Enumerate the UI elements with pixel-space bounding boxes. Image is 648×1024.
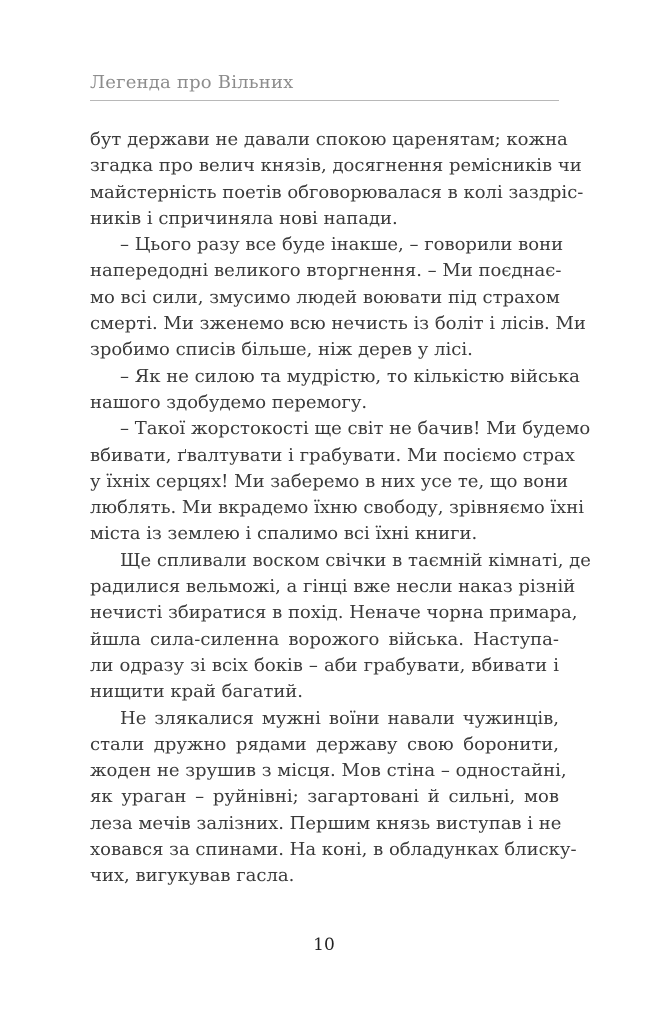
text-line: міста із землею і спалимо всі їхні книги.	[90, 523, 478, 545]
text-line: чих, вигукував гасла.	[90, 865, 295, 887]
text-line: Ще спливали воском свічки в таємній кімнаті, де	[120, 549, 591, 571]
text-line: радилися вельможі, а гінці вже несли наказ різній	[90, 576, 576, 598]
text-line: як ураган – руйнівні; загартовані й сильні, мов	[90, 786, 559, 808]
text-line: напередодні великого вторгнення. – Ми поєднає-	[90, 260, 562, 282]
text-line: ли одразу зі всіх боків – аби грабувати, вбивати і	[90, 654, 559, 676]
text-line: бут держави не давали спокою царенятам; кожна	[90, 129, 568, 150]
text-line: ховався за спинами. На коні, в обладунках блиску-	[90, 839, 577, 861]
text-line: – Цього разу все буде інакше, – говорили вони	[120, 234, 564, 256]
text-line: згадка про велич князів, досягнення ремісників чи	[90, 155, 582, 177]
text-line: у їхніх серцях! Ми заберемо в них усе те, що вони	[90, 470, 569, 492]
text-line: мо всі сили, змусимо людей воювати під страхом	[90, 286, 560, 308]
text-line: майстерність поетів обговорювалася в колі заздріс-	[90, 181, 584, 203]
text-line: – Як не силою та мудрістю, то кількістю війська	[120, 365, 580, 387]
running-header: Легенда про Вільних	[90, 72, 294, 93]
text-line: вбивати, ґвалтувати і грабувати. Ми посіємо страх	[90, 444, 575, 466]
page-number: 10	[313, 935, 335, 955]
text-line: нашого здобудемо перемогу.	[90, 391, 368, 413]
text-line: стали дружно рядами державу свою боронити,	[90, 733, 559, 755]
text-line: нищити край багатий.	[90, 681, 304, 703]
text-line: жоден не зрушив з місця. Мов стіна – одностайні,	[90, 760, 567, 782]
text-line: – Такої жорстокості ще світ не бачив! Ми будемо	[120, 418, 591, 440]
text-line: нечисті збиратися в похід. Неначе чорна примара,	[90, 602, 578, 624]
header-divider	[90, 100, 559, 101]
body-text	[90, 127, 591, 890]
text-line: смерті. Ми зженемо всю нечисть із боліт і лісів. Ми	[90, 313, 586, 335]
text-line: йшла сила-силенна ворожого війська. Наступа-	[90, 628, 559, 650]
text-line: ників і спричиняла нові напади.	[90, 207, 398, 229]
text-line: зробимо списів більше, ніж дерев у лісі.	[90, 339, 473, 361]
text-line: люблять. Ми вкрадемо їхню свободу, зрівняємо їхні	[90, 497, 585, 519]
text-line: Не злякалися мужні воїни навали чужинців,	[120, 707, 559, 729]
text-line: леза мечів залізних. Першим князь виступав і не	[90, 812, 562, 834]
